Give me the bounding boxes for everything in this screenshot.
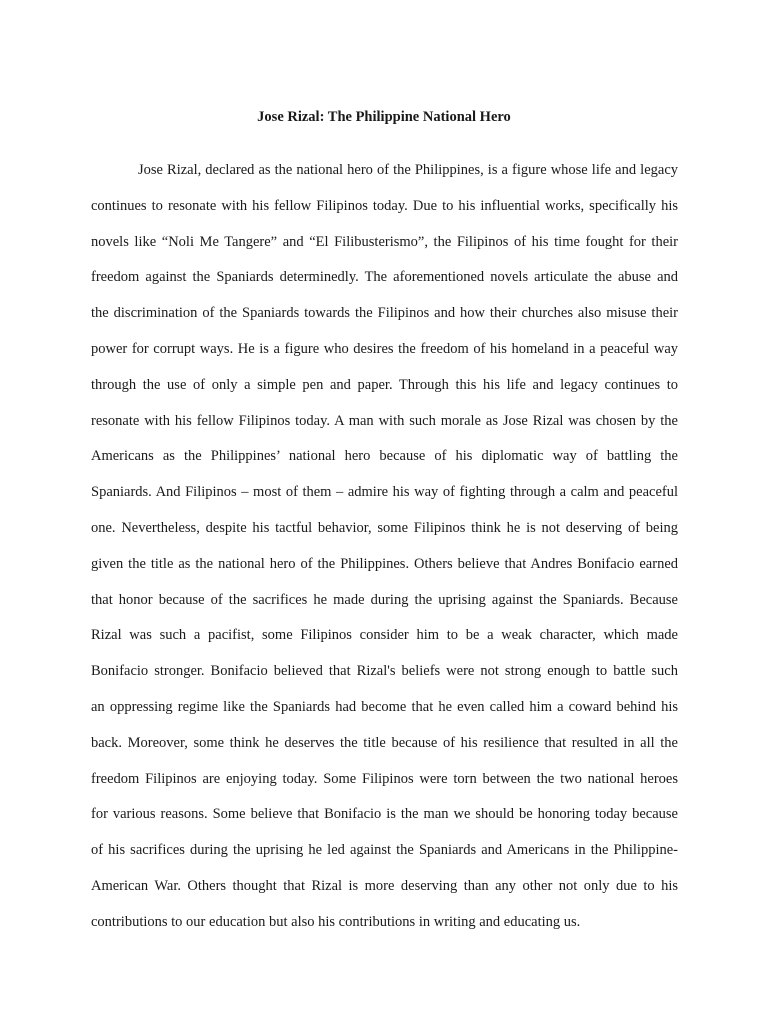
body-line: American War. Others thought that Rizal is more deserving than any other not only due to his	[91, 877, 678, 894]
body-line: Rizal was such a pacifist, some Filipinos consider him to be a weak character, which made	[91, 627, 678, 644]
body-line: continues to resonate with his fellow Filipinos today. Due to his influential works, specifically his	[91, 197, 678, 214]
document-title: Jose Rizal: The Philippine National Hero	[257, 109, 511, 125]
body-line: through the use of only a simple pen and paper. Through this his life and legacy continues to	[91, 376, 678, 393]
body-line: novels like “Noli Me Tangere” and “El Filibusterismo”, the Filipinos of his time fought for their	[91, 233, 678, 250]
document-body	[91, 160, 678, 948]
body-line: freedom against the Spaniards determinedly. The aforementioned novels articulate the abuse and	[91, 269, 678, 286]
body-line: freedom Filipinos are enjoying today. Some Filipinos were torn between the two national heroes	[91, 770, 678, 787]
body-line: power for corrupt ways. He is a figure who desires the freedom of his homeland in a peaceful way	[91, 340, 678, 357]
body-line: Bonifacio stronger. Bonifacio believed that Rizal's beliefs were not strong enough to battle such	[91, 663, 678, 680]
body-line: of his sacrifices during the uprising he led against the Spaniards and Americans in the Philippine-	[91, 842, 678, 859]
body-line: resonate with his fellow Filipinos today. A man with such morale as Jose Rizal was chosen by the	[91, 412, 678, 429]
body-line: Spaniards. And Filipinos – most of them – admire his way of fighting through a calm and peaceful	[91, 484, 678, 501]
body-line: Americans as the Philippines’ national hero because of his diplomatic way of battling the	[91, 448, 678, 465]
body-line: that honor because of the sacrifices he made during the uprising against the Spaniards. Because	[91, 591, 678, 608]
body-line: Jose Rizal, declared as the national hero of the Philippines, is a figure whose life and legacy	[138, 162, 678, 178]
body-line: back. Moreover, some think he deserves the title because of his resilience that resulted in all the	[91, 734, 678, 751]
body-line: for various reasons. Some believe that Bonifacio is the man we should be honoring today because	[91, 806, 678, 823]
body-line: one. Nevertheless, despite his tactful behavior, some Filipinos think he is not deserving of being	[91, 519, 678, 536]
body-line: contributions to our education but also his contributions in writing and educating us.	[91, 913, 581, 930]
body-line: given the title as the national hero of the Philippines. Others believe that Andres Bonifacio earned	[91, 555, 678, 572]
body-line: the discrimination of the Spaniards towards the Filipinos and how their churches also misuse their	[91, 305, 678, 322]
body-line: an oppressing regime like the Spaniards had become that he even called him a coward behind his	[91, 698, 678, 715]
